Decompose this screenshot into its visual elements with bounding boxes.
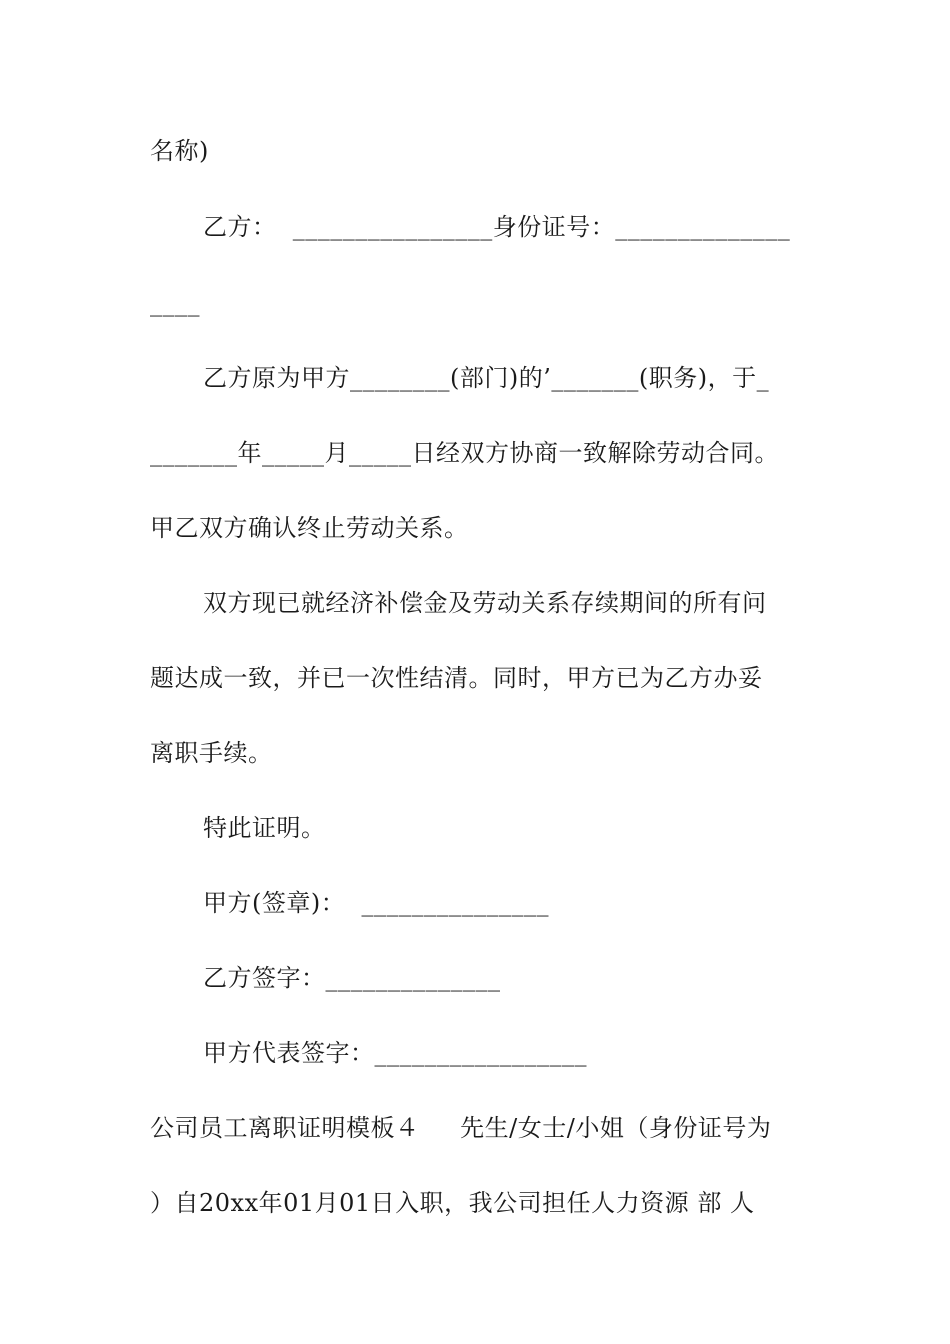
text-line-party-b-id: 乙方： ________________身份证号：______________ [203,213,791,241]
text-line-employment-start: ）自20xx年01月01日入职，我公司担任人力资源 部 人 [150,1189,755,1217]
text-line-termination-date: _______年_____月_____日经双方协商一致解除劳动合同。 [150,439,779,467]
text-line-resignation-procedures: 离职手续。 [150,739,273,767]
text-line-settled: 题达成一致，并已一次性结清。同时，甲方已为乙方办妥 [150,664,763,692]
text-line-compensation: 双方现已就经济补偿金及劳动关系存续期间的所有问 [203,589,767,617]
text-line-party-b-signature: 乙方签字：______________ [203,964,501,992]
text-line-template-4-heading: 公司员工离职证明模板４ 先生/女士/小姐（身份证号为 [150,1114,772,1142]
text-line-representative-signature: 甲方代表签字：_________________ [203,1039,587,1067]
text-line-id-continuation: ____ [150,289,200,317]
text-line-company-name-end: 名称) [150,137,209,165]
text-line-original-position: 乙方原为甲方________(部门)的’_______(职务)，于_ [203,364,770,392]
text-line-party-a-seal: 甲方(签章)： _______________ [203,889,549,917]
text-line-hereby-certify: 特此证明。 [203,814,326,842]
text-line-relationship-ended: 甲乙双方确认终止劳动关系。 [150,514,469,542]
